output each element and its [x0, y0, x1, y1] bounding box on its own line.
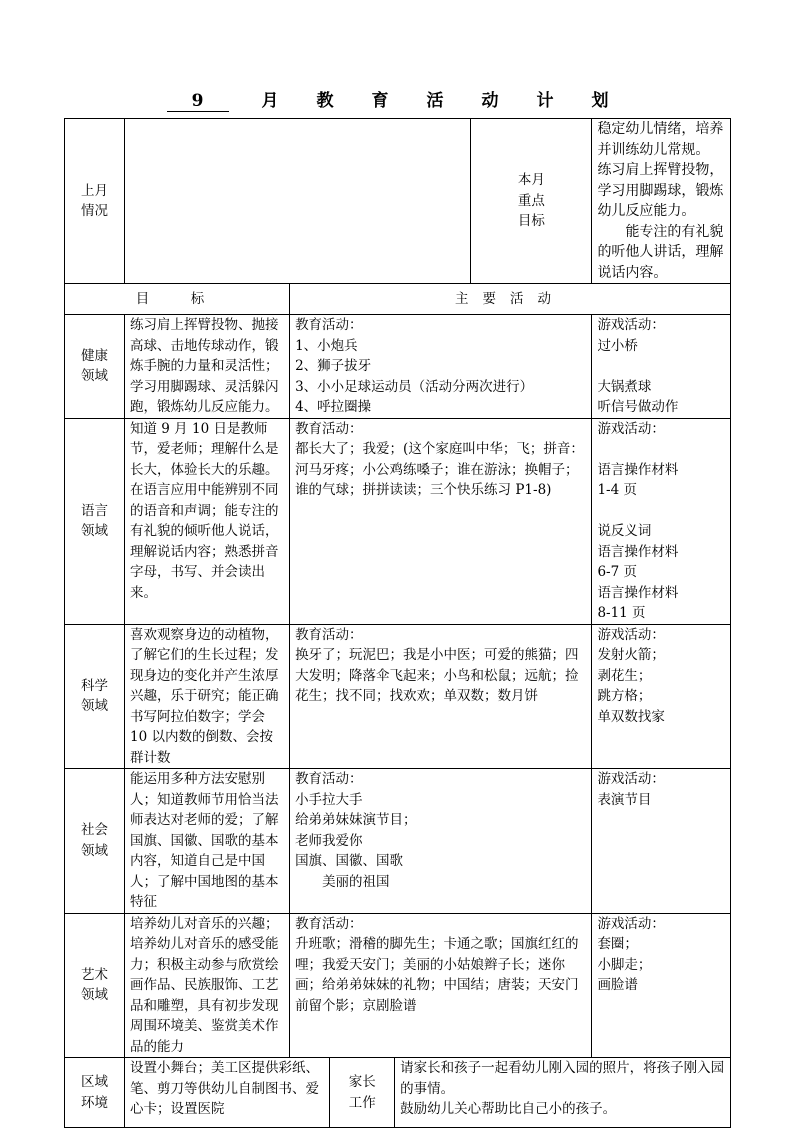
goal-header: 目 标	[65, 284, 290, 315]
domain-goal: 知道 9 月 10 日是教师节，爱老师；理解什么是长大，体验长大的乐趣。在语言应用中能辨别不同的语音和声调；能专注的有礼貌的倾听他人说话，理解说话内容；熟悉拼音字母，书写、并会读出来。	[125, 418, 290, 624]
title-word: 教	[316, 91, 334, 111]
domain-label: 艺术 领域	[65, 913, 125, 1058]
title-word: 活	[426, 91, 444, 111]
domain-label: 语言 领域	[65, 418, 125, 624]
domain-label: 科学 领域	[65, 624, 125, 769]
area-content: 设置小舞台；美工区提供彩纸、笔、剪刀等供幼儿自制图书、爱心卡；设置医院	[125, 1058, 330, 1128]
domain-game: 游戏活动： 过小桥 大锅煮球 听信号做动作	[592, 315, 731, 419]
focus-content: 稳定幼儿情绪，培养并训练幼儿常规。 练习肩上挥臂投物，学习用脚踢球，锻炼幼儿反应能力。 能专注的有礼貌的听他人讲话，理解说话内容。	[592, 119, 731, 284]
title-word: 计	[536, 91, 554, 111]
domain-row-society	[65, 769, 731, 914]
domain-game: 游戏活动： 发射火箭； 剥花生； 跳方格； 单双数找家	[592, 624, 731, 769]
bottom-row	[65, 1058, 731, 1128]
domain-goal: 喜欢观察身边的动植物，了解它们的生长过程；发现身边的变化并产生浓厚兴趣，乐于研究；能正确书写阿拉伯数字；学会 10 以内数的倒数、会按群计数	[125, 624, 290, 769]
page-title	[0, 86, 794, 112]
title-word: 动	[481, 91, 499, 111]
domain-label: 社会 领域	[65, 769, 125, 914]
domain-row-science	[65, 624, 731, 769]
parent-label: 家长 工作	[330, 1058, 395, 1128]
domain-row-health	[65, 315, 731, 419]
domain-game: 游戏活动： 表演节目	[592, 769, 731, 914]
domain-edu: 教育活动： 换牙了；玩泥巴；我是小中医；可爱的熊猫；四大发明；降落伞飞起来；小鸟和松鼠；远航；捡花生；找不同；找欢欢；单双数；数月饼	[290, 624, 592, 769]
focus-label: 本月 重点 目标	[471, 119, 592, 284]
title-word: 育	[371, 91, 389, 111]
title-word: 划	[591, 91, 609, 111]
domain-edu: 教育活动： 1、小炮兵 2、狮子拔牙 3、小小足球运动员（活动分两次进行） 4、呼拉圈操	[290, 315, 592, 419]
header-row	[65, 284, 731, 315]
domain-edu: 教育活动： 小手拉大手 给弟弟妹妹演节目； 老师我爱你 国旗、国徽、国歌 美丽的祖国	[290, 769, 592, 914]
parent-content: 请家长和孩子一起看幼儿刚入园的照片，将孩子刚入园的事情。 鼓励幼儿关心帮助比自己小的孩子。	[395, 1058, 731, 1128]
domain-row-language	[65, 418, 731, 624]
prev-month-label: 上月 情况	[65, 119, 125, 284]
title-month: 9	[167, 91, 229, 112]
domain-edu: 教育活动： 升班歌；滑稽的脚先生；卡通之歌；国旗红红的哩；我爱天安门；美丽的小姑娘辫子长；迷你画；给弟弟妹妹的礼物；中国结；唐装；天安门前留个影；京剧脸谱	[290, 913, 592, 1058]
top-row	[65, 119, 731, 284]
domain-edu: 教育活动： 都长大了；我爱；(这个家庭叫中华；飞；拼音：河马牙疼；小公鸡练嗓子；谁在游泳；换帽子；谁的气球；拼拼读读；三个快乐练习 P1-8)	[290, 418, 592, 624]
prev-month-content	[125, 119, 471, 284]
domain-label: 健康 领域	[65, 315, 125, 419]
area-label: 区域 环境	[65, 1058, 125, 1128]
main-activity-header: 主要活动	[290, 284, 731, 315]
title-word: 月	[261, 91, 279, 111]
domain-goal: 能运用多种方法安慰别人；知道教师节用恰当法师表达对老师的爱；了解国旗、国徽、国歌的基本内容，知道自己是中国人；了解中国地图的基本特征	[125, 769, 290, 914]
domain-goal: 练习肩上挥臂投物、抛接高球、击地传球动作，锻炼手腕的力量和灵活性；学习用脚踢球、灵活躲闪跑，锻炼幼儿反应能力。	[125, 315, 290, 419]
domain-game: 游戏活动： 套圈； 小脚走； 画脸谱	[592, 913, 731, 1058]
domain-goal: 培养幼儿对音乐的兴趣；培养幼儿对音乐的感受能力；积极主动参与欣赏绘画作品、民族服饰、工艺品和雕塑，具有初步发现周围环境美、鉴赏美术作品的能力	[125, 913, 290, 1058]
domain-row-art	[65, 913, 731, 1058]
domain-game: 游戏活动： 语言操作材料 1-4 页 说反义词 语言操作材料 6-7 页 语言操作材料 8-11 页	[592, 418, 731, 624]
plan-table	[64, 118, 731, 1128]
